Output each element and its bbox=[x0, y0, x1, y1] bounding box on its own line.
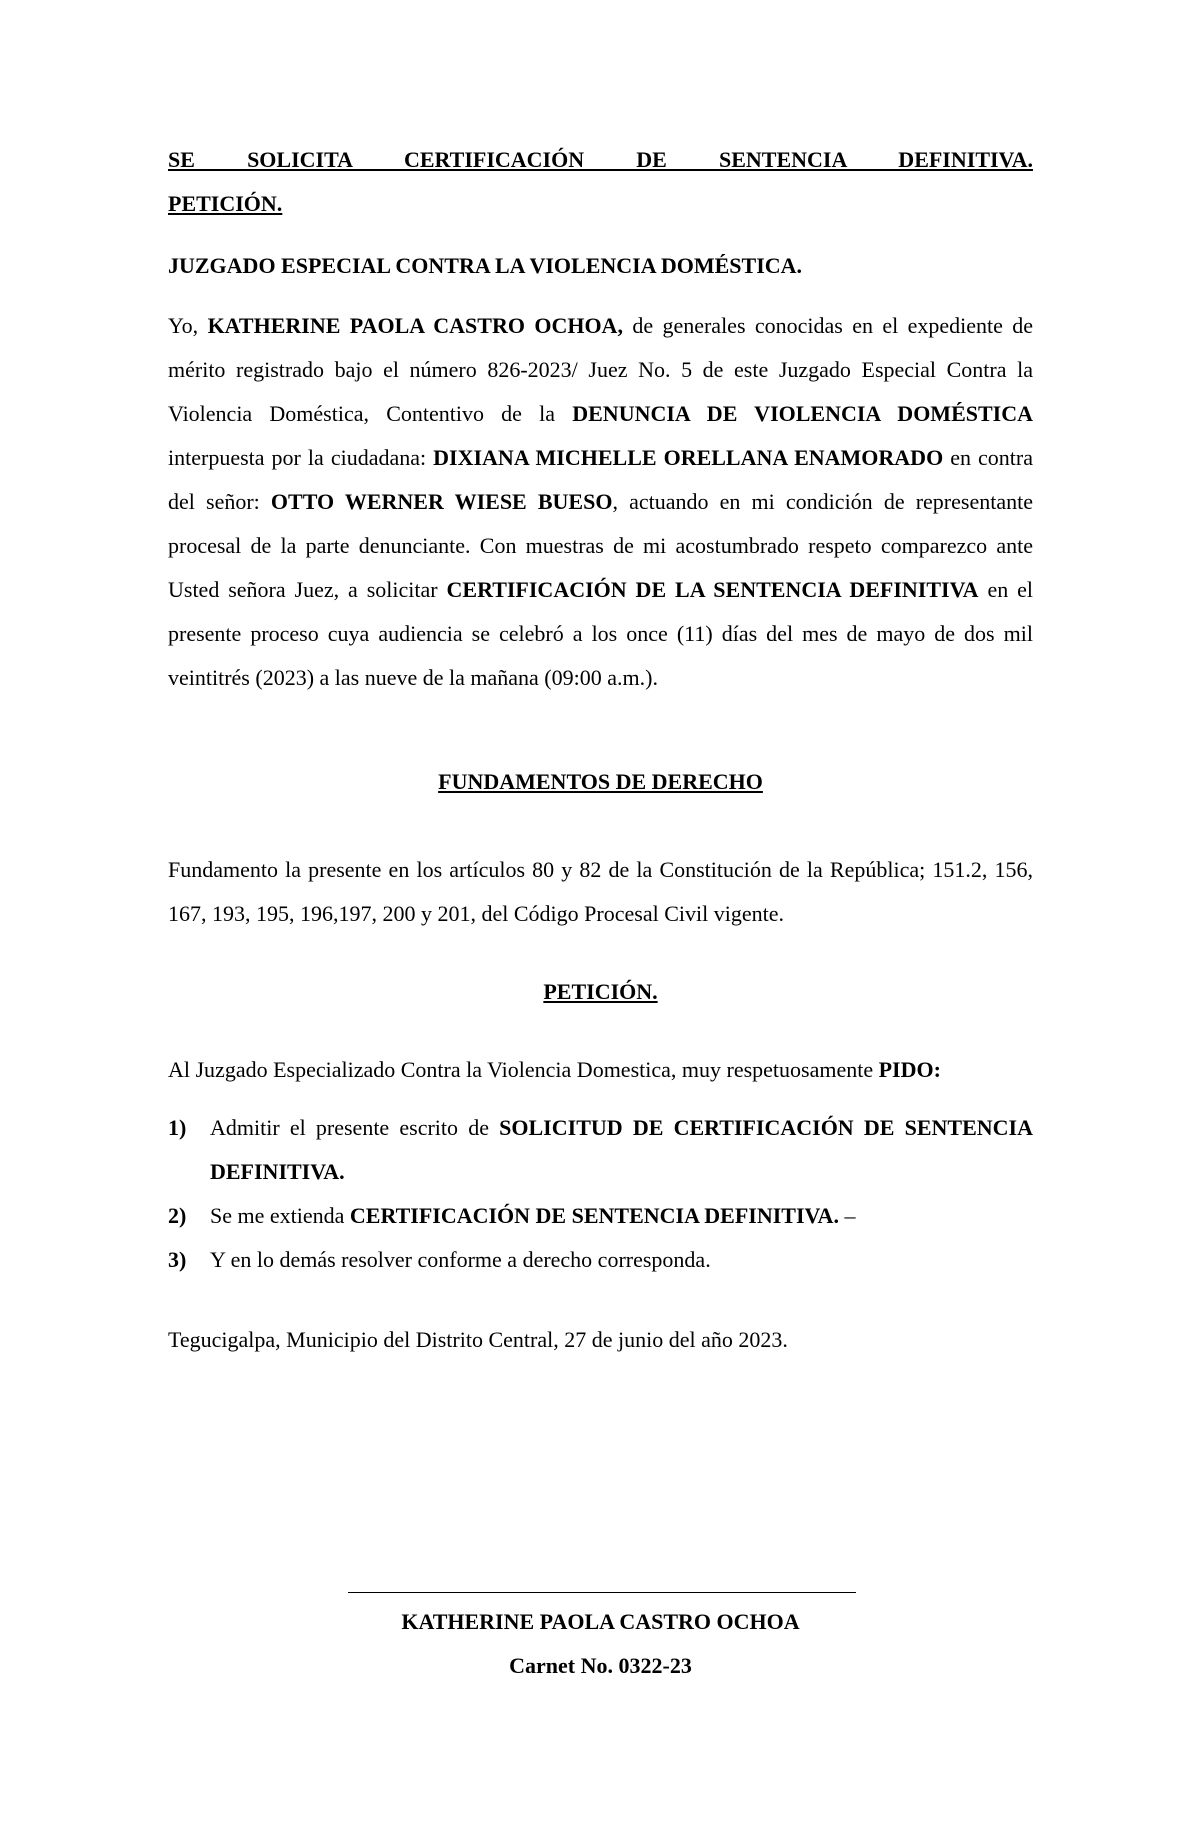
complainant-name: DIXIANA MICHELLE ORELLANA ENAMORADO bbox=[433, 445, 944, 470]
intro-text-4: en contra del señor: bbox=[168, 445, 1033, 514]
fundamentos-heading: FUNDAMENTOS DE DERECHO bbox=[438, 769, 763, 794]
peticion-text: Al Juzgado Especializado Contra la Violencia Domestica, muy respetuosamente bbox=[168, 1057, 879, 1082]
list-item-bold: CERTIFICACIÓN DE SENTENCIA DEFINITIVA. bbox=[349, 1203, 839, 1228]
intro-text-3: interpuesta por la ciudadana: bbox=[168, 445, 434, 470]
list-item bbox=[168, 1238, 1033, 1282]
list-item-number: 3) bbox=[168, 1247, 187, 1272]
signature-line bbox=[348, 1592, 856, 1593]
defendant-name: OTTO WERNER WIESE BUESO bbox=[270, 489, 613, 514]
list-item-text bbox=[210, 1194, 1033, 1238]
place-date: Tegucigalpa, Municipio del Distrito Central, 27 de junio del año 2023. bbox=[168, 1327, 788, 1352]
document-subtitle: PETICIÓN. bbox=[168, 191, 283, 216]
list-item-plain: Y en lo demás resolver conforme a derecho corresponda. bbox=[210, 1247, 711, 1272]
complaint-type: DENUNCIA DE VIOLENCIA DOMÉSTICA bbox=[572, 401, 1033, 426]
peticion-pido: PIDO: bbox=[878, 1057, 941, 1082]
document-title: SE SOLICITA CERTIFICACIÓN DE SENTENCIA DEFINITIVA. bbox=[168, 147, 1033, 172]
intro-text-6: en el presente proceso cuya audiencia se celebró a los once (11) días del mes de mayo de dos mil veintitrés (2023) a las nueve de la mañana (09:00 a.m.). bbox=[168, 577, 1034, 690]
petitioner-name: KATHERINE PAOLA CASTRO OCHOA, bbox=[207, 313, 623, 338]
peticion-list bbox=[168, 1106, 1033, 1282]
intro-paragraph bbox=[168, 304, 1033, 700]
signer-carnet: Carnet No. 0322-23 bbox=[509, 1653, 692, 1678]
list-item-tail: – bbox=[838, 1203, 856, 1228]
intro-text-1: Yo, bbox=[168, 313, 208, 338]
list-item-text bbox=[210, 1106, 1033, 1194]
court-name: JUZGADO ESPECIAL CONTRA LA VIOLENCIA DOMÉSTICA. bbox=[168, 253, 803, 278]
requested-certification: CERTIFICACIÓN DE LA SENTENCIA DEFINITIVA bbox=[446, 577, 979, 602]
document-page bbox=[168, 138, 1033, 1362]
list-item bbox=[168, 1194, 1033, 1238]
list-item-number: 1) bbox=[168, 1115, 187, 1140]
list-item-plain: Se me extienda bbox=[210, 1203, 350, 1228]
list-item bbox=[168, 1106, 1033, 1194]
signer-name: KATHERINE PAOLA CASTRO OCHOA bbox=[401, 1609, 800, 1634]
peticion-paragraph bbox=[168, 1048, 1033, 1092]
intro-text-5: , actuando en mi condición de representante procesal de la parte denunciante. Con muestras de mi acostumbrado respeto comparezco ante Usted señora Juez, a solicitar bbox=[168, 489, 1033, 602]
intro-text-2: de generales conocidas en el expediente de mérito registrado bajo el número 826-2023/ Juez No. 5 de este Juzgado Especial Contra la Violencia Doméstica, Contentivo de la bbox=[168, 313, 1033, 426]
peticion-heading: PETICIÓN. bbox=[543, 979, 658, 1004]
list-item-bold: SOLICITUD DE CERTIFICACIÓN DE SENTENCIA DEFINITIVA. bbox=[210, 1115, 1033, 1184]
list-item-plain: Admitir el presente escrito de bbox=[210, 1115, 500, 1140]
list-item-number: 2) bbox=[168, 1203, 187, 1228]
list-item-text bbox=[210, 1238, 1033, 1282]
fundamentos-paragraph: Fundamento la presente en los artículos 80 y 82 de la Constitución de la República; 151.2, 156, 167, 193, 195, 196,197, 200 y 201, del Código Procesal Civil vigente. bbox=[168, 857, 1033, 926]
